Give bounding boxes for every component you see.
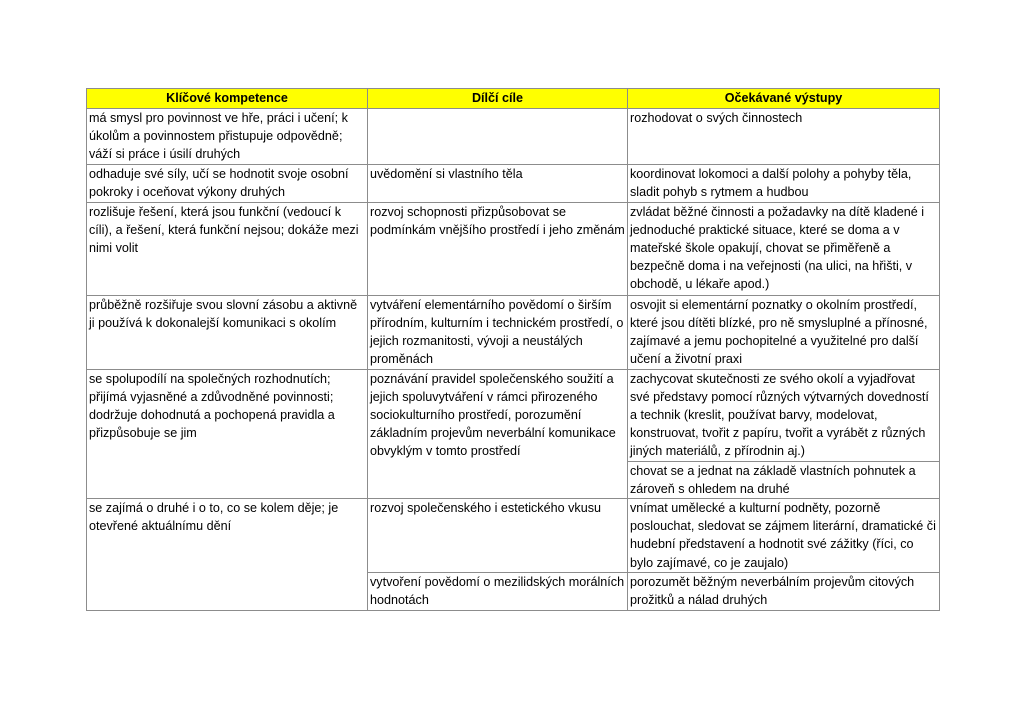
competence-cell: se zajímá o druhé i o to, co se kolem děje; je otevřené aktuálnímu dění [87,499,368,611]
outcome-cell: rozhodovat o svých činnostech [628,109,940,165]
goal-cell: uvědomění si vlastního těla [368,164,628,202]
table-row [87,499,940,573]
competence-cell: má smysl pro povinnost ve hře, práci i učení; k úkolům a povinnostem přistupuje odpovědně; váží si práce i úsilí druhých [87,109,368,165]
outcome-cell: osvojit si elementární poznatky o okolním prostředí, které jsou dítěti blízké, pro ně smysluplné a přínosné, zajímavé a jemu pochopitelné a využitelné pro další učení a životní praxi [628,295,940,369]
header-key-competences: Klíčové kompetence [87,89,368,109]
outcome-cell: chovat se a jednat na základě vlastních pohnutek a zároveň s ohledem na druhé [628,461,940,498]
competence-cell: se spolupodílí na společných rozhodnutích; přijímá vyjasněné a zdůvodněné povinnosti; dodržuje dohodnutá a pochopená pravidla a přizpůsobuje se jim [87,369,368,498]
table-row [87,295,940,369]
outcome-cell: zvládat běžné činnosti a požadavky na dítě kladené i jednoduché praktické situace, které se doma a v mateřské škole opakují, chovat se přiměřeně a bezpečně doma i na veřejnosti (na ulici, na hřišti, v obchodě, u lékaře apod.) [628,202,940,295]
header-partial-goals: Dílčí cíle [368,89,628,109]
competence-cell: odhaduje své síly, učí se hodnotit svoje osobní pokroky i oceňovat výkony druhých [87,164,368,202]
outcome-cell: koordinovat lokomoci a další polohy a pohyby těla, sladit pohyb s rytmem a hudbou [628,164,940,202]
header-expected-outcomes: Očekávané výstupy [628,89,940,109]
table-row [87,164,940,202]
goal-cell: vytvoření povědomí o mezilidských morálních hodnotách [368,572,628,610]
goal-cell: rozvoj schopnosti přizpůsobovat se podmínkám vnějšího prostředí i jeho změnám [368,202,628,295]
competence-cell: rozlišuje řešení, která jsou funkční (vedoucí k cíli), a řešení, která funkční nejsou; dokáže mezi nimi volit [87,202,368,295]
competence-cell: průběžně rozšiřuje svou slovní zásobu a aktivně ji používá k dokonalejší komunikaci s okolím [87,295,368,369]
outcome-cell: vnímat umělecké a kulturní podněty, pozorně poslouchat, sledovat se zájmem literární, dramatické či hudební představení a hodnotit své zážitky (říci, co bylo zajímavé, co je zaujalo) [628,499,940,573]
table-header-row [87,89,940,109]
outcome-cell: porozumět běžným neverbálním projevům citových prožitků a nálad druhých [628,572,940,610]
table-row [87,202,940,295]
table-row [87,369,940,461]
goal-cell: vytváření elementárního povědomí o širším přírodním, kulturním i technickém prostředí, o jejich rozmanitosti, vývoji a neustálých proměnách [368,295,628,369]
goal-cell: rozvoj společenského i estetického vkusu [368,499,628,573]
table-row [87,109,940,165]
competence-table [86,88,940,611]
outcome-cell: zachycovat skutečnosti ze svého okolí a vyjadřovat své představy pomocí různých výtvarných dovedností a technik (kreslit, používat barvy, modelovat, konstruovat, tvořit z papíru, tvořit a vyrábět z různých jiných materiálů, z přírodnin aj.) [628,369,940,461]
goal-cell: poznávání pravidel společenského soužití a jejich spoluvytváření v rámci přirozeného sociokulturního prostředí, porozumění základním projevům neverbální komunikace obvyklým v tomto prostředí [368,369,628,498]
goal-cell [368,109,628,165]
